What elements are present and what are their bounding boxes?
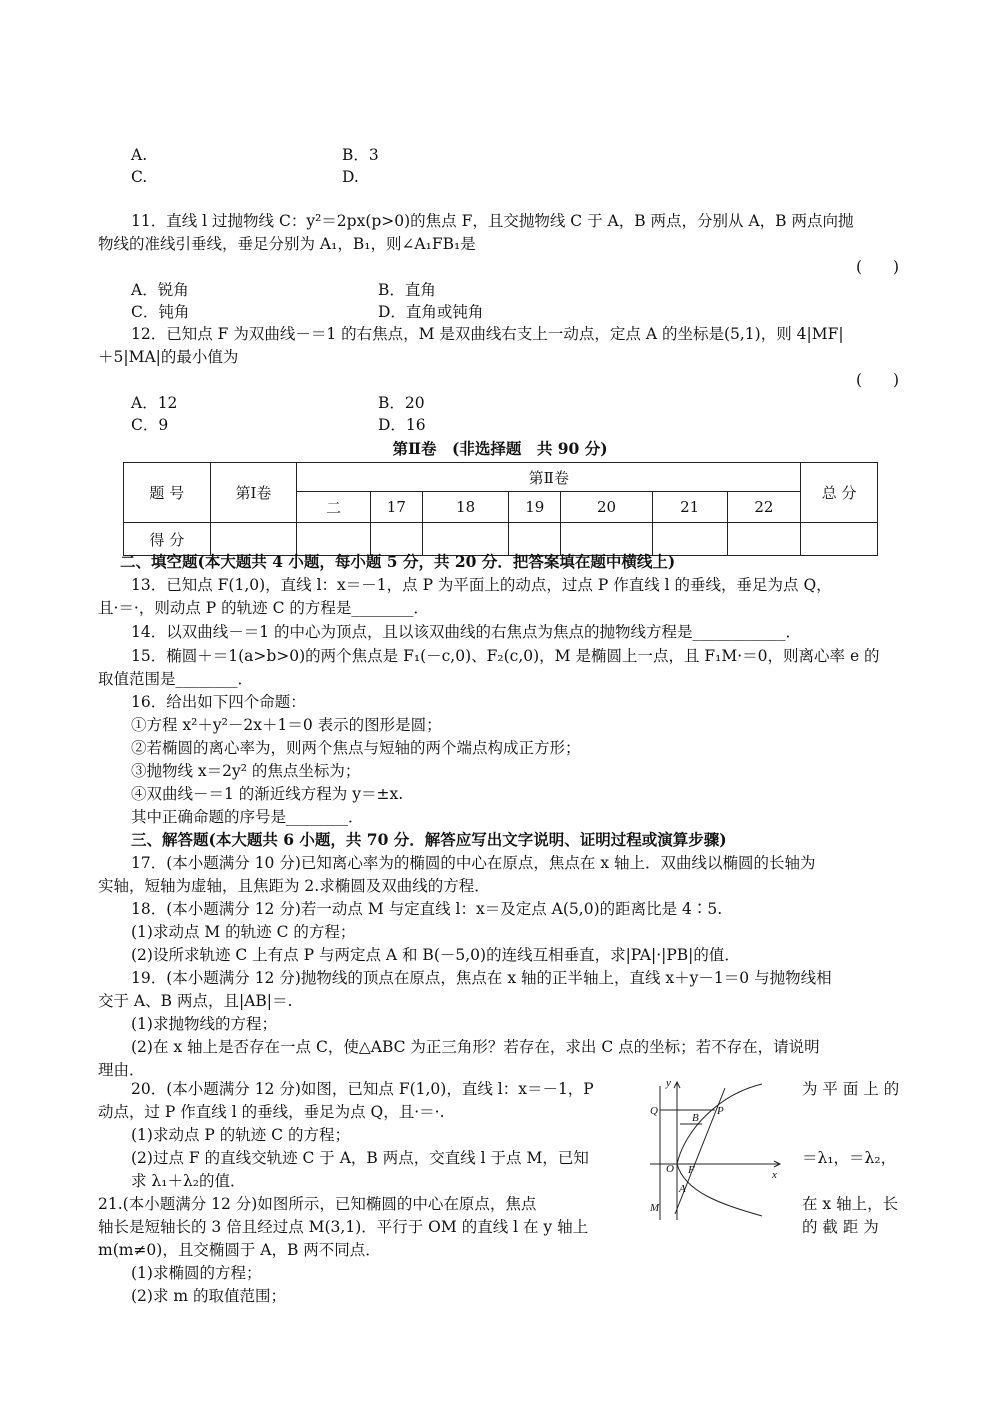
q11-option-d: D．直角或钝角 [378, 303, 484, 321]
q11-answer-paren: ( ) [856, 258, 900, 276]
table-col-header: 二 [297, 492, 371, 523]
parabola-figure [640, 1074, 790, 1224]
q20-line1b: 为 平 面 上 的 [802, 1080, 900, 1098]
table-cell-score [801, 523, 878, 556]
q11-line1: 11．直线 l 过抛物线 C：y²＝2px(p>0)的焦点 F，且交抛物线 C 于 A，B 两点，分别从 A，B 两点向抛 [131, 212, 854, 230]
q21-line1a: 21.(本小题满分 12 分)如图所示，已知椭圆的中心在原点，焦点 [98, 1195, 537, 1213]
table-cell-score [727, 523, 801, 556]
q19-part1: (1)求抛物线的方程； [131, 1015, 277, 1033]
q17-line2: 实轴，短轴为虚轴，且焦距为 2.求椭圆及双曲线的方程． [98, 877, 490, 895]
q17-line1: 17．(本小题满分 10 分)已知离心率为的椭圆的中心在原点，焦点在 x 轴上．双曲线以椭圆的长轴为 [131, 854, 816, 872]
table-cell-score [210, 523, 297, 556]
q21-part1: (1)求椭圆的方程； [131, 1264, 262, 1282]
option-d: D. [342, 168, 359, 186]
q18-part2: (2)设所求轨迹 C 上有点 P 与两定点 A 和 B(－5,0)的连线互相垂直，求|PA|·|PB|的值． [131, 946, 740, 964]
section3-heading: 三、解答题(本大题共 6 小题，共 70 分．解答应写出文字说明、证明过程或演算步骤) [131, 830, 727, 849]
q16-item-1: ①方程 x²＋y²－2x＋1＝0 表示的图形是圆； [131, 716, 442, 734]
label-x: x [772, 1169, 777, 1181]
q21-line1b: 在 x 轴上，长 [802, 1195, 899, 1213]
label-A: A [679, 1183, 686, 1195]
q20-line2: 动点，过 P 作直线 l 的垂线，垂足为点 Q，且·＝·. [98, 1103, 445, 1121]
label-Q: Q [650, 1105, 658, 1117]
table-label-score: 得 分 [124, 523, 211, 556]
q12-line1: 12．已知点 F 为双曲线－＝1 的右焦点，M 是双曲线右支上一动点，定点 A 的坐标是(5,1)，则 4|MF| [131, 325, 844, 343]
table-cell-score [509, 523, 561, 556]
q16-intro: 16．给出如下四个命题： [131, 693, 306, 711]
q20-line1a: 20．(本小题满分 12 分)如图，已知点 F(1,0)，直线 l：x＝－1，P [131, 1080, 594, 1098]
q15-line1: 15．椭圆＋＝1(a>b>0)的两个焦点是 F₁(－c,0)、F₂(c,0)，M 是椭圆上一点，且 F₁M·＝0，则离心率 e 的 [131, 647, 880, 665]
q16-item-4: ④双曲线－＝1 的渐近线方程为 y＝±x. [131, 785, 404, 803]
q16-ask: 其中正确命题的序号是________． [131, 808, 364, 826]
q14: 14．以双曲线－＝1 的中心为顶点，且以该双曲线的右焦点为焦点的抛物线方程是____________． [131, 623, 802, 641]
q11-line2: 物线的准线引垂线，垂足分别为 A₁，B₁，则∠A₁FB₁是 [98, 235, 476, 253]
option-c: C. [131, 168, 148, 186]
table-col-header: 18 [422, 492, 509, 523]
q20-part2b: ＝λ₁，＝λ₂， [802, 1149, 897, 1167]
q19-part2a: (2)在 x 轴上是否存在一点 C，使△ABC 为正三角形？若存在，求出 C 点的坐标；若不存在，请说明 [131, 1038, 820, 1056]
q12-option-a: A．12 [131, 394, 178, 412]
table-cell-score [370, 523, 422, 556]
q13-line1: 13．已知点 F(1,0)，直线 l：x＝－1，点 P 为平面上的动点，过点 P 作直线 l 的垂线，垂足为点 Q， [131, 576, 832, 594]
section2-heading: 二、填空题(本大题共 4 小题，每小题 5 分，共 20 分．把答案填在题中横线上) [120, 552, 676, 571]
q16-item-2: ②若椭圆的离心率为，则两个焦点与短轴的两个端点构成正方形； [131, 739, 581, 757]
q19-part2b: 理由． [98, 1061, 145, 1079]
parabola-curve [677, 1084, 762, 1216]
q20-part2a: (2)过点 F 的直线交轨迹 C 于 A，B 两点，交直线 l 于点 M，已知 [131, 1149, 589, 1167]
table-col-header: 20 [561, 492, 653, 523]
table-col-header: 21 [652, 492, 727, 523]
q15-line2: 取值范围是________． [98, 670, 254, 688]
label-O: O [666, 1163, 674, 1175]
table-col-header: 22 [727, 492, 801, 523]
q21-line2a: 轴长是短轴长的 3 倍且经过点 M(3,1)．平行于 OM 的直线 l 在 y 轴上 [98, 1218, 589, 1236]
q21-line3: m(m≠0)，且交椭圆于 A，B 两不同点． [98, 1241, 381, 1259]
q12-option-b: B．20 [378, 394, 425, 412]
table-part1-header: 第Ⅰ卷 [210, 463, 297, 523]
table-label-question-no: 题 号 [124, 463, 211, 523]
q18-part1: (1)求动点 M 的轨迹 C 的方程； [131, 923, 356, 941]
option-b: B．3 [342, 146, 379, 164]
q16-item-3: ③抛物线 x＝2y² 的焦点坐标为； [131, 762, 361, 780]
label-M: M [650, 1202, 660, 1214]
q18-line1: 18．(本小题满分 12 分)若一动点 M 与定直线 l：x＝及定点 A(5,0)的距离比是 4∶5. [131, 900, 723, 918]
table-cell-score [422, 523, 509, 556]
q20-part2c: 求 λ₁＋λ₂的值． [131, 1172, 246, 1190]
score-table [123, 462, 878, 556]
label-B: B [692, 1112, 699, 1124]
table-cell-score [297, 523, 371, 556]
table-col-header: 19 [509, 492, 561, 523]
label-y: y [666, 1077, 671, 1089]
q11-option-c: C．钝角 [131, 303, 190, 321]
table-cell-score [561, 523, 653, 556]
q19-line1: 19．(本小题满分 12 分)抛物线的顶点在原点，焦点在 x 轴的正半轴上，直线 x＋y－1＝0 与抛物线相 [131, 969, 832, 987]
label-F: F [688, 1164, 695, 1176]
q11-option-a: A．锐角 [131, 281, 189, 299]
q13-line2: 且·＝·，则动点 P 的轨迹 C 的方程是________． [98, 599, 429, 617]
q12-line2: ＋5|MA|的最小值为 [98, 348, 239, 366]
table-cell-score [652, 523, 727, 556]
table-col-header: 17 [370, 492, 422, 523]
q19-line2: 交于 A、B 两点，且|AB|＝. [98, 992, 293, 1010]
label-P: P [717, 1105, 724, 1117]
part2-title: 第Ⅱ卷 (非选择题 共 90 分) [392, 439, 608, 458]
q21-line2b: 的 截 距 为 [802, 1218, 879, 1236]
q20-part1: (1)求动点 P 的轨迹 C 的方程； [131, 1126, 350, 1144]
q12-option-c: C．9 [131, 416, 169, 434]
q12-option-d: D．16 [378, 416, 426, 434]
table-total-header: 总 分 [801, 463, 878, 523]
option-a: A. [131, 146, 148, 164]
table-part2-header: 第Ⅱ卷 [297, 463, 801, 492]
q11-option-b: B．直角 [378, 281, 436, 299]
q12-answer-paren: ( ) [856, 371, 900, 389]
q21-part2: (2)求 m 的取值范围； [131, 1287, 287, 1305]
